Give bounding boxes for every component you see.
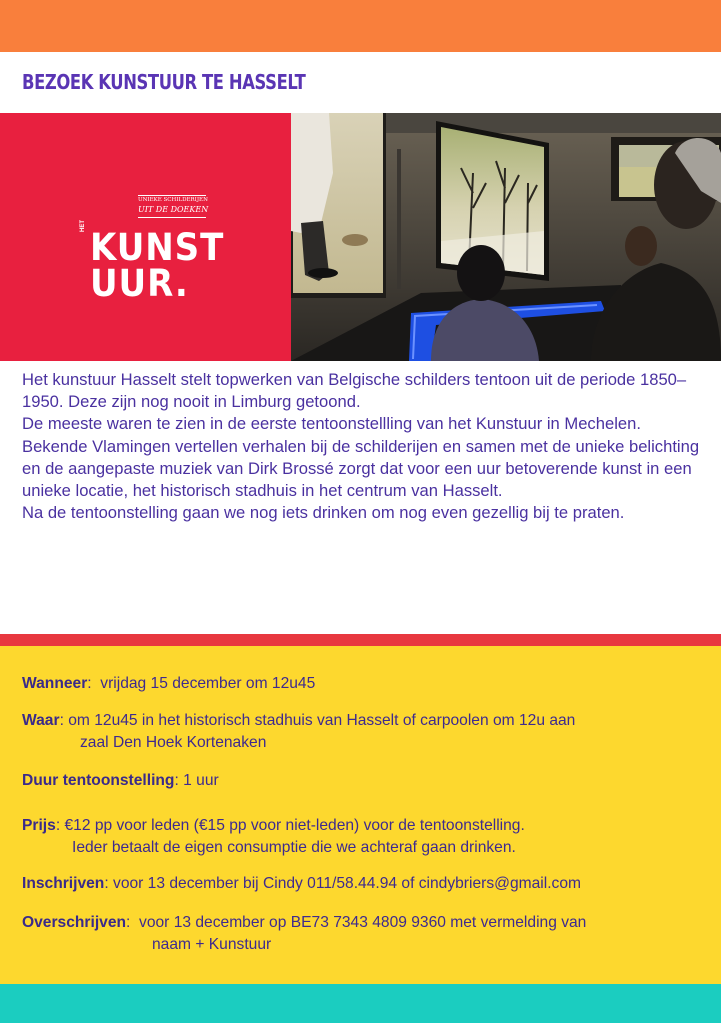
info-value: om 12u45 in het historisch stadhuis van Hasselt of carpoolen om 12u aan — [68, 712, 576, 729]
logo-het: HET — [80, 220, 86, 232]
info-continuation: Ieder betaalt de eigen consumptie die we achteraf gaan drinken. — [72, 839, 516, 856]
logo-word-uur: UUR. — [90, 262, 189, 305]
exhibition-photo — [291, 113, 721, 361]
logo-tagline — [138, 195, 209, 221]
info-duur — [22, 770, 712, 792]
info-label: Overschrijven — [22, 914, 127, 931]
info-waar — [22, 710, 712, 754]
info-separator: : — [126, 914, 140, 931]
info-separator: : — [174, 772, 184, 789]
info-value: 1 uur — [183, 772, 219, 789]
info-inschrijven — [22, 873, 712, 895]
info-continuation: naam + Kunstuur — [152, 936, 272, 953]
info-separator: : — [59, 712, 69, 729]
info-value: voor 13 december op BE73 7343 4809 9360 met vermelding van — [139, 914, 587, 931]
info-label: Wanneer — [22, 675, 88, 692]
info-value: €12 pp voor leden (€15 pp voor niet-leden) voor de tentoonstelling. — [64, 817, 525, 834]
logo-tagline-top: UNIEKE SCHILDERIJEN — [138, 197, 208, 203]
logo-word-kunst: KUNST — [90, 226, 225, 269]
info-value: vrijdag 15 december om 12u45 — [100, 675, 316, 692]
info-separator: : — [55, 817, 65, 834]
logo-tagline-bottom: UIT DE DOEKEN — [138, 205, 209, 214]
bottom-color-bar — [0, 984, 721, 1023]
intro-paragraph: Het kunstuur Hasselt stelt topwerken van Belgische schilders tentoon uit de periode 1850–1950. Deze zijn nog nooit in Limburg getoond. — [22, 370, 687, 412]
info-label: Duur tentoonstelling — [22, 772, 175, 789]
info-value: voor 13 december bij Cindy 011/58.44.94 of cindybriers@gmail.com — [113, 875, 582, 892]
info-overschrijven — [22, 912, 712, 956]
info-wanneer — [22, 673, 712, 695]
intro-paragraph: Na de tentoonstelling gaan we nog iets drinken om nog even gezellig bij te praten. — [22, 503, 625, 523]
intro-paragraph: Bekende Vlamingen vertellen verhalen bij de schilderijen en samen met de unieke belichting en de aangepaste muziek van Dirk Brossé zorgt dat voor een uur betoverende kunst in een unieke locatie, het historisch stadhuis in het centrum van Hasselt. — [22, 436, 700, 501]
info-separator: : — [87, 675, 101, 692]
info-prijs — [22, 815, 712, 859]
top-color-bar — [0, 0, 721, 52]
intro-paragraph: De meeste waren te zien in de eerste tentoonstellling van het Kunstuur in Mechelen. — [22, 414, 641, 434]
intro-text — [22, 369, 712, 524]
page-title: BEZOEK KUNSTUUR TE HASSELT — [22, 70, 306, 94]
divider-strip — [0, 634, 721, 646]
info-separator: : — [104, 875, 114, 892]
info-label: Inschrijven — [22, 875, 105, 892]
info-continuation: zaal Den Hoek Kortenaken — [80, 734, 267, 751]
info-label: Waar — [22, 712, 60, 729]
info-label: Prijs — [22, 817, 56, 834]
